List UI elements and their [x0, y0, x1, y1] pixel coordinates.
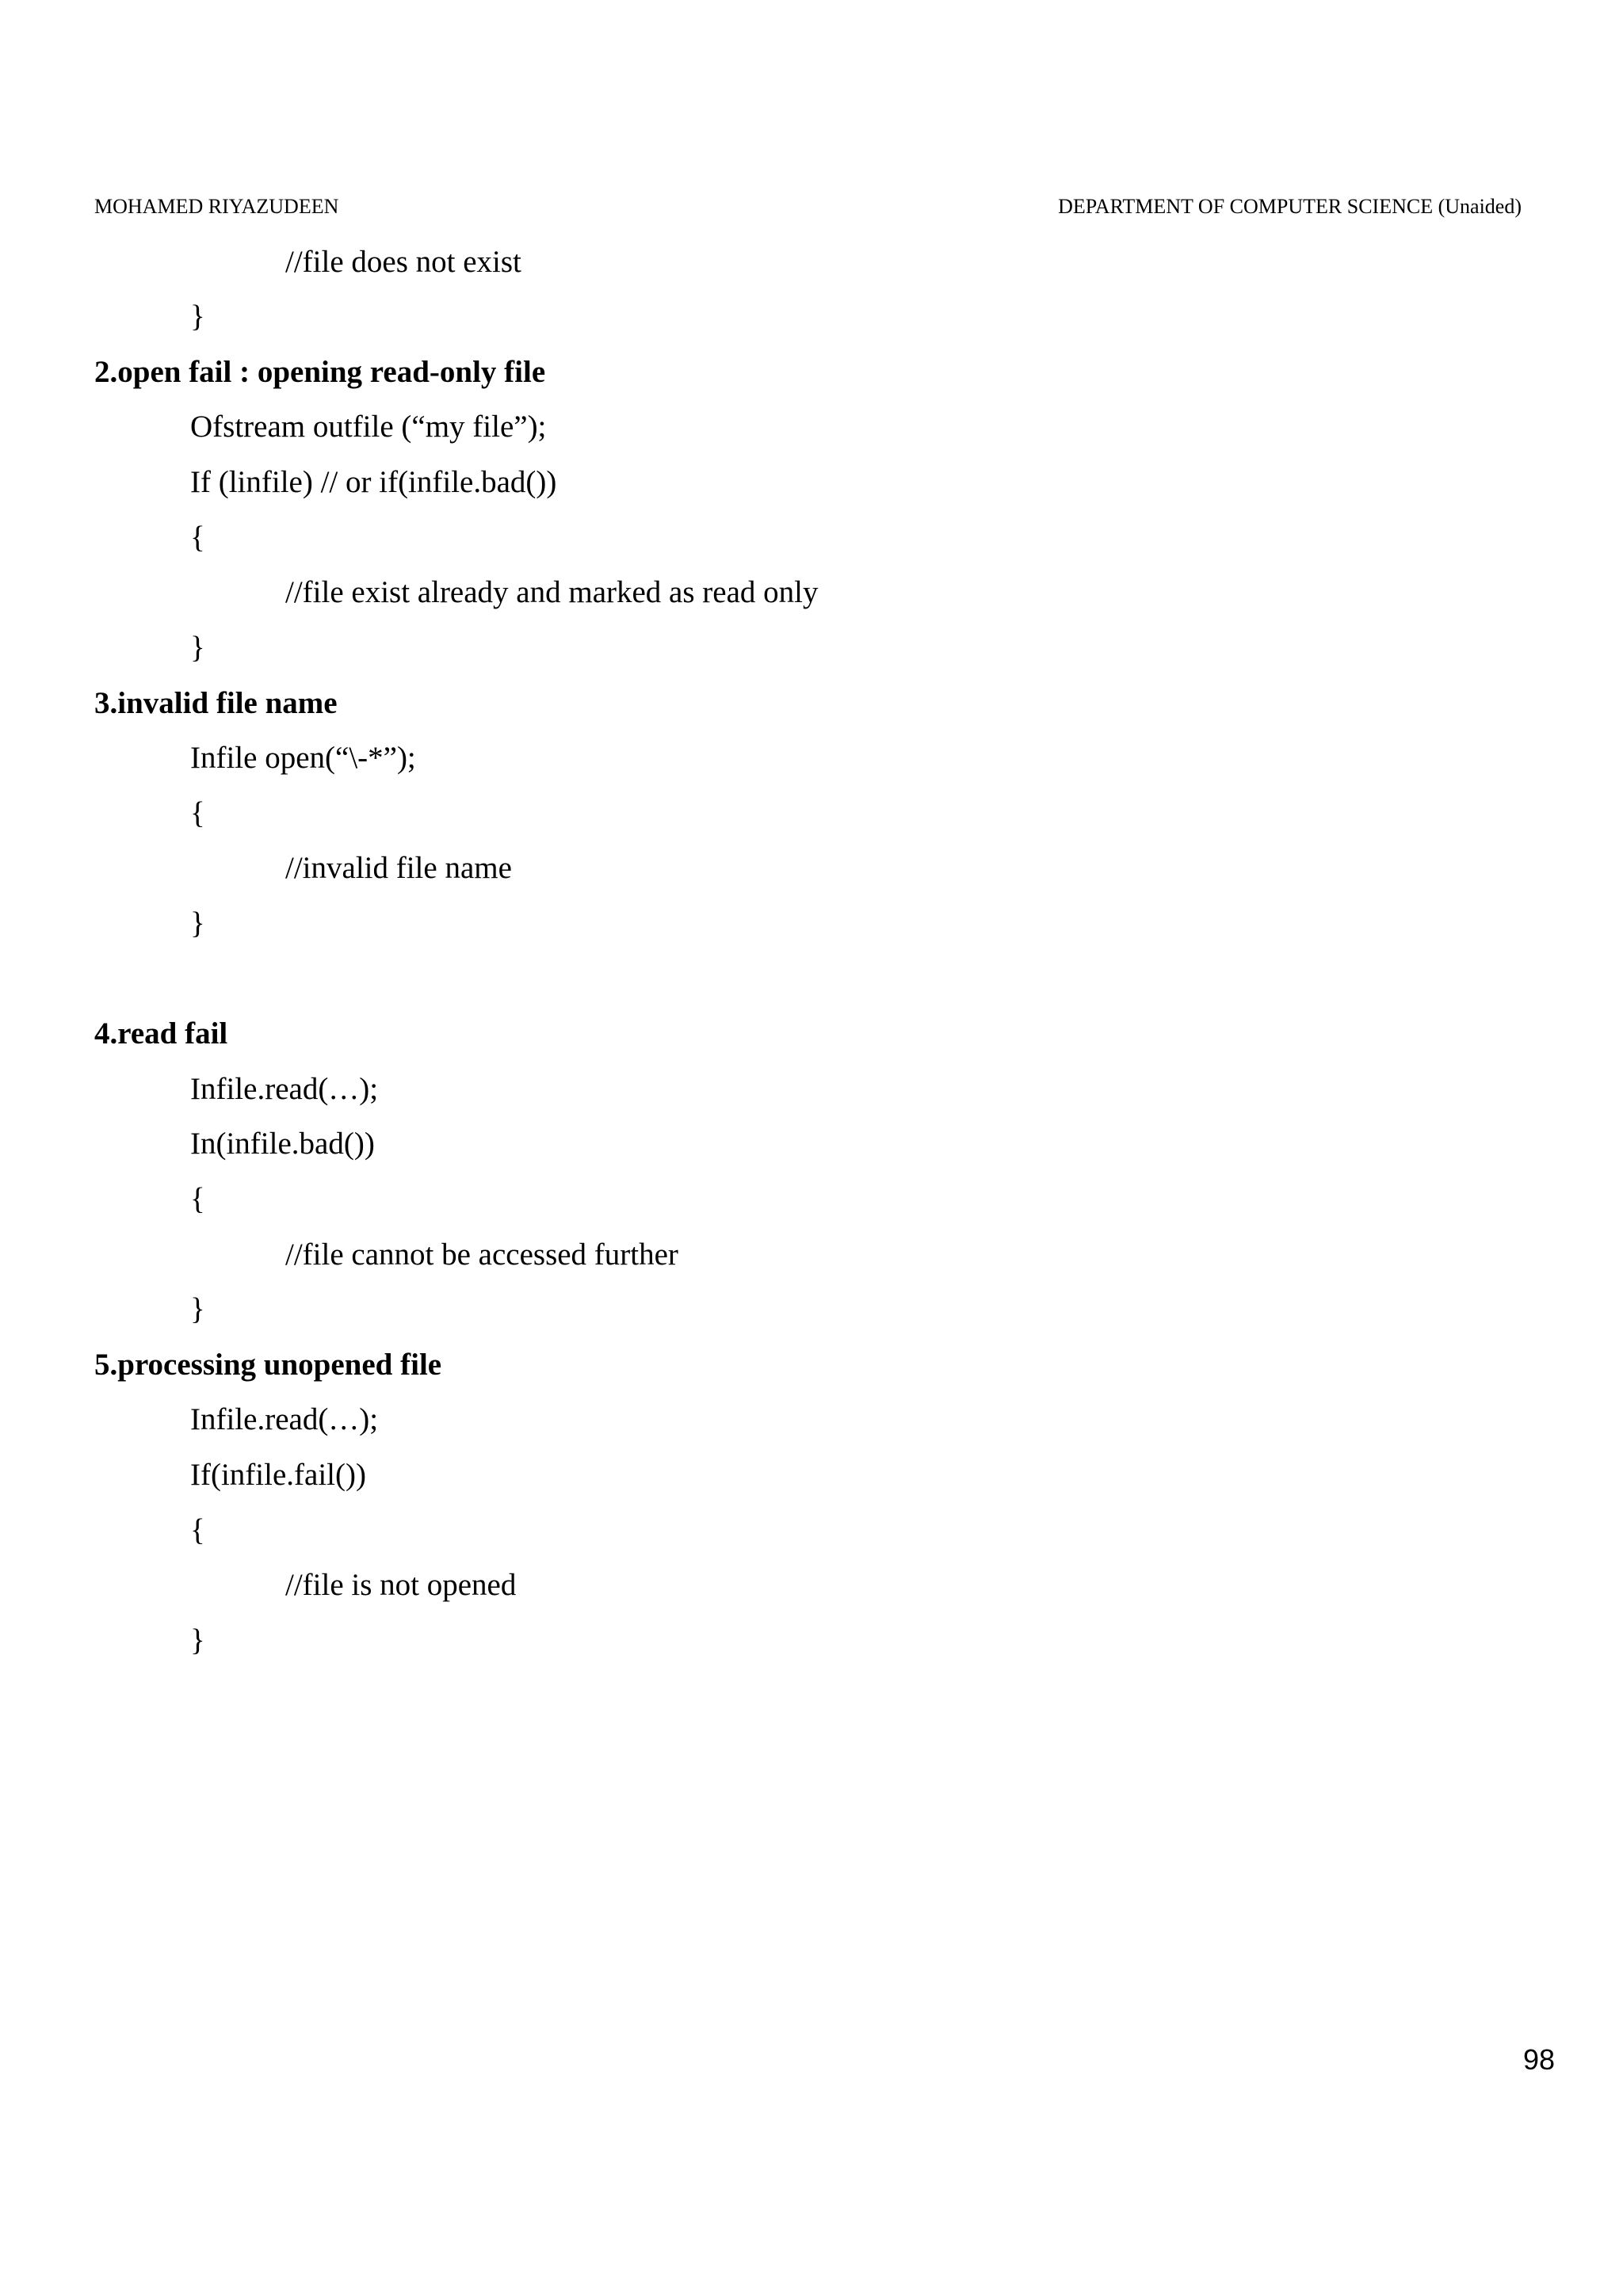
code-brace: { [190, 521, 205, 555]
code-brace: } [190, 1292, 205, 1326]
code-brace: } [190, 299, 205, 334]
code-comment: //file cannot be accessed further [285, 1238, 678, 1272]
section-heading: 5.processing unopened file [94, 1348, 442, 1382]
code-line: If(infile.fail()) [190, 1458, 366, 1492]
code-brace: { [190, 1513, 205, 1547]
code-brace: { [190, 796, 205, 830]
code-brace: } [190, 631, 205, 665]
header-author: MOHAMED RIYAZUDEEN [94, 195, 339, 218]
code-brace: } [190, 1623, 205, 1657]
code-line: Infile open(“\-*”); [190, 741, 416, 775]
code-line: Ofstream outfile (“my file”); [190, 410, 547, 444]
code-line: If (linfile) // or if(infile.bad()) [190, 465, 557, 499]
code-line: Infile.read(…); [190, 1402, 379, 1436]
section-heading: 2.open fail : opening read-only file [94, 355, 546, 389]
code-comment: //file is not opened [285, 1568, 517, 1602]
page-number: 98 [1522, 2043, 1555, 2076]
section-heading: 4.read fail [94, 1016, 228, 1051]
code-line: In(infile.bad()) [190, 1127, 375, 1161]
code-line: Infile.read(…); [190, 1072, 379, 1106]
code-comment: //invalid file name [285, 851, 512, 885]
header-department: DEPARTMENT OF COMPUTER SCIENCE (Unaided) [1058, 195, 1522, 218]
code-comment: //file does not exist [285, 245, 521, 279]
code-comment: //file exist already and marked as read only [285, 575, 819, 609]
code-brace: } [190, 906, 205, 940]
section-heading: 3.invalid file name [94, 686, 338, 720]
code-brace: { [190, 1182, 205, 1216]
